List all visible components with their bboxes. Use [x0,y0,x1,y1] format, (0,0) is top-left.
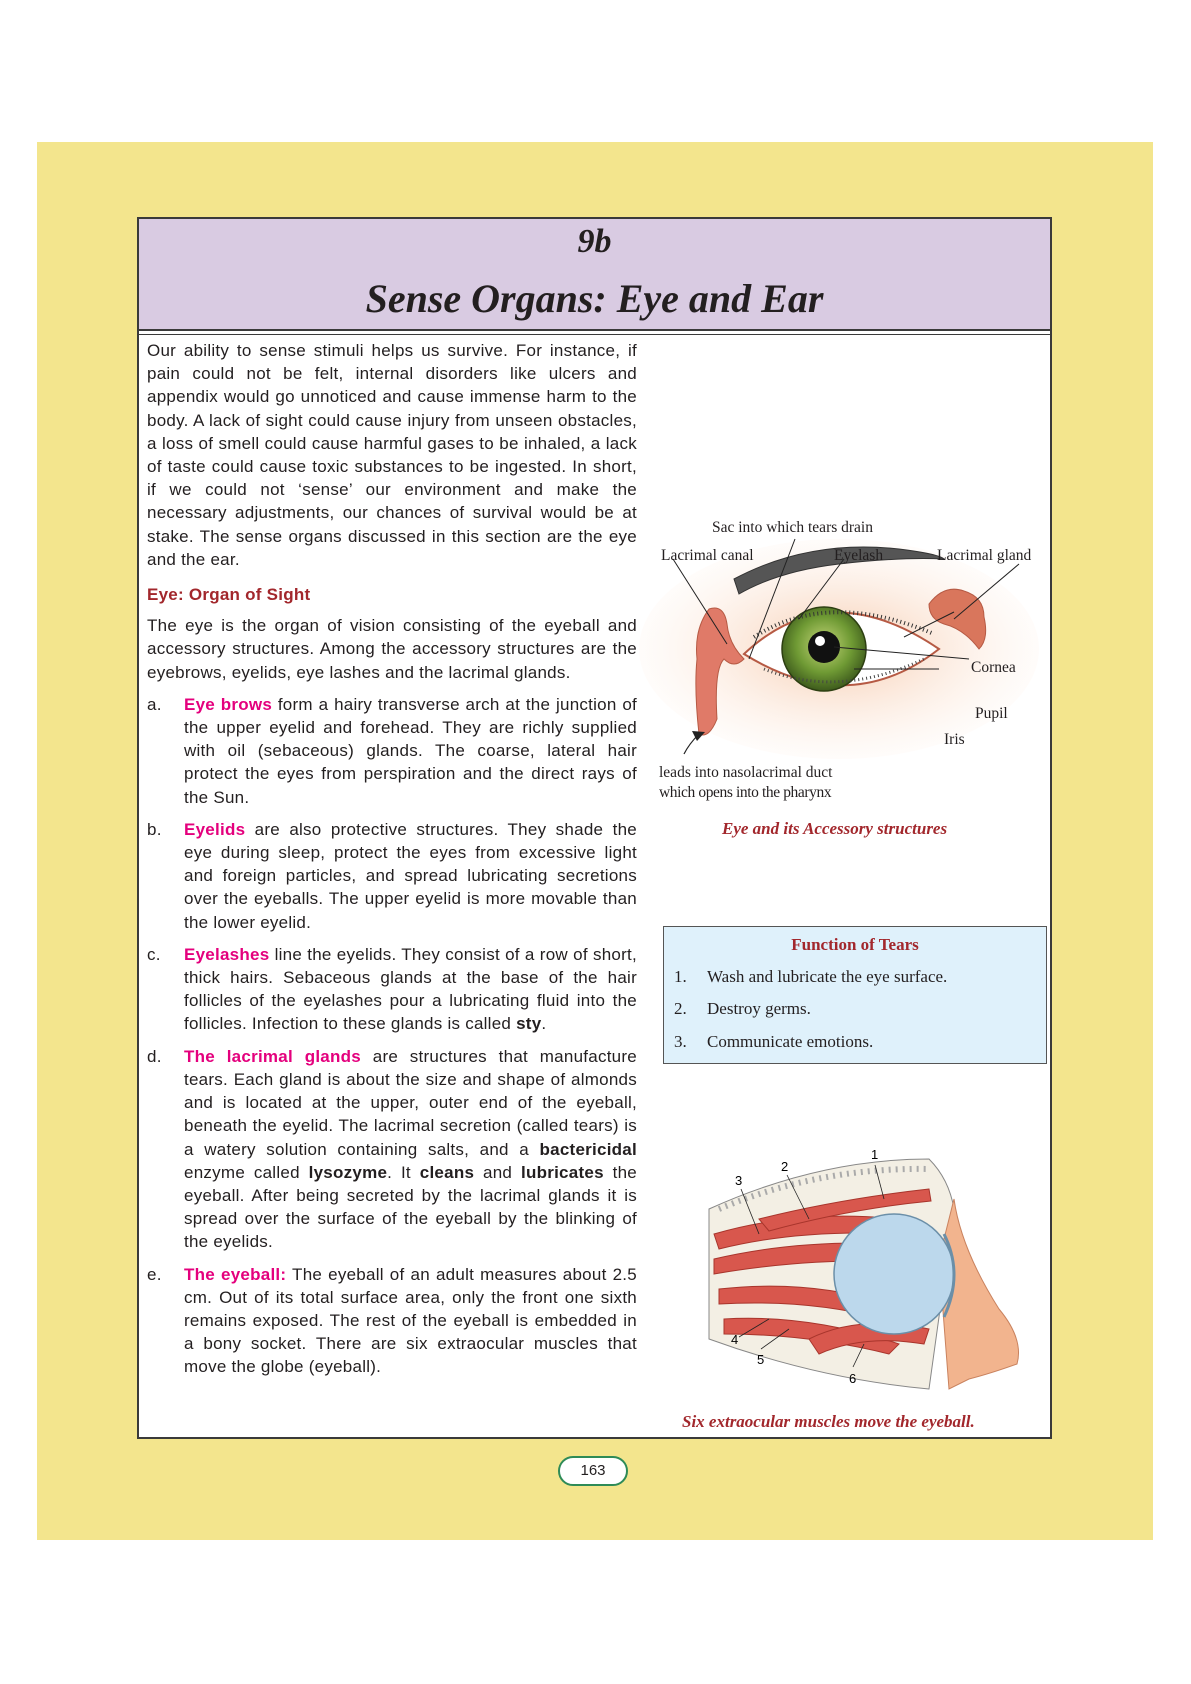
item-number: 3. [674,1032,687,1051]
list-item [674,999,811,1019]
list-item-eyelashes [147,943,637,1036]
figure1-caption: Eye and its Accessory structures [722,819,948,838]
item-text: and [474,1162,521,1182]
item-text: are structures that manufacture tears. Each gland is about the size and shape of almonds and is located at the upper, outer end of the eyeball, beneath the eyelid. The lacrimal secretion (called tears) is a watery solution containing salts, and a [184,1046,637,1159]
bold-term: cleans [419,1162,475,1182]
box-title: Function of Tears [791,935,919,954]
term-highlight: Eyelids [184,819,246,839]
figure2-caption: Six extraocular muscles move the eyeball. [682,1412,975,1431]
label-lacrimal-canal: Lacrimal canal [661,547,754,564]
extraocular-muscles-illustration [699,1139,1039,1409]
label-eyelash: Eyelash [834,547,884,564]
chapter-title: Sense Organs: Eye and Ear [365,276,824,321]
item-text: line the eyelids. They consist of a row of short, thick hairs. Sebaceous glands at the base of the hair follicles of the eyelashes pour a lubricating fluid into the follicles. Infection to these glands is called [184,944,637,1034]
list-item-lacrimal-glands [147,1045,637,1254]
eye-intro-paragraph: The eye is the organ of vision consisting of the eyeball and accessory structures. Among the accessory structures are the eyebrows, eyelids, eye lashes and the lacrimal glands. [147,616,637,682]
term-highlight: Eyelashes [184,944,270,964]
chapter-header [139,219,1050,331]
item-text: . It [387,1162,420,1182]
light-reflex [815,636,825,646]
list-item-eyeball [147,1263,637,1379]
function-of-tears-box [663,926,1047,1064]
muscle-number-2: 2 [781,1159,789,1174]
intro-paragraph: Our ability to sense stimuli helps us survive. For instance, if pain could not be felt, internal disorders like ulcers and appendix would go unnoticed and cause immense harm to the body. A lack of sight could cause injury from unseen obstacles, a loss of smell could cause harmful gases to be inhaled, a lack of taste could cause toxic substances to be ingested. In short, if we could not ‘sense’ our environment and make the necessary adjustments, our chances of survival would be at stake. The sense organs discussed in this section are the eye and the ear. [147,341,637,569]
label-lacrimal-gland: Lacrimal gland [937,547,1032,564]
label-sac: Sac into which tears drain [712,519,873,536]
list-item [674,1032,873,1052]
muscle-number-1: 1 [871,1147,879,1162]
item-text: The eyeball of an adult measures about 2.5 cm. Out of its total surface area, only the front one sixth remains exposed. The rest of the eyeball is embedded in a bony socket. There are six extraocular muscles that move the globe (eyeball). [184,1264,637,1377]
bold-term: bactericidal [539,1139,637,1159]
label-duct-line-1: leads into nasolacrimal duct [659,764,833,781]
bold-term: lubricates [520,1162,604,1182]
label-cornea: Cornea [971,659,1016,676]
list-item-eyelids [147,818,637,934]
muscle-number-3: 3 [735,1173,743,1188]
item-label: a. [147,694,162,714]
term-highlight: Eye brows [184,694,273,714]
label-pupil: Pupil [975,705,1008,722]
chapter-number: 9b [577,223,612,260]
term-highlight: The eyeball: [184,1264,287,1284]
muscle-number-6: 6 [849,1371,857,1386]
item-text: Communicate emotions. [707,1032,874,1051]
item-text: are also protective structures. They shade the eye during sleep, protect the eyes from excessive light and foreign particles, and spread lubricating secretions over the eyeballs. The upper eyelid is more movable than the lower eyelid. [184,819,637,932]
bold-term: sty [516,1014,542,1034]
text-column [147,339,637,1379]
muscle-number-5: 5 [757,1352,765,1367]
item-label: b. [147,819,162,839]
item-number: 2. [674,999,687,1018]
eye-illustration [639,519,1049,869]
section-heading: Eye: Organ of Sight [147,585,311,605]
muscle-number-4: 4 [731,1332,739,1347]
bold-term: lysozyme [308,1162,388,1182]
item-label: e. [147,1264,162,1284]
item-text: enzyme called [184,1162,309,1182]
page-number: 163 [558,1456,628,1486]
item-text-end: . [541,1014,547,1034]
item-label: c. [147,944,161,964]
item-label: d. [147,1046,162,1066]
item-text: Destroy germs. [707,999,811,1018]
eyeball-shape [834,1214,954,1334]
list-item [674,967,947,987]
term-highlight: The lacrimal glands [184,1046,361,1066]
list-item-eyebrows [147,693,637,809]
item-text: form a hairy transverse arch at the junction of the upper eyelid and forehead. They are richly supplied with oil (sebaceous) glands. The coarse, lateral hair protect the eyes from perspiration and the direct rays of the Sun. [184,694,637,807]
content-frame [137,217,1052,1439]
label-iris: Iris [944,731,965,748]
label-duct-line-2: which opens into the pharynx [659,784,832,801]
item-text: Wash and lubricate the eye surface. [707,967,948,986]
item-number: 1. [674,967,687,986]
item-text: the eyeball. After being secreted by the lacrimal glands it is spread over the surface of the eyeball by the blinking of the eyelids. [184,1162,637,1252]
